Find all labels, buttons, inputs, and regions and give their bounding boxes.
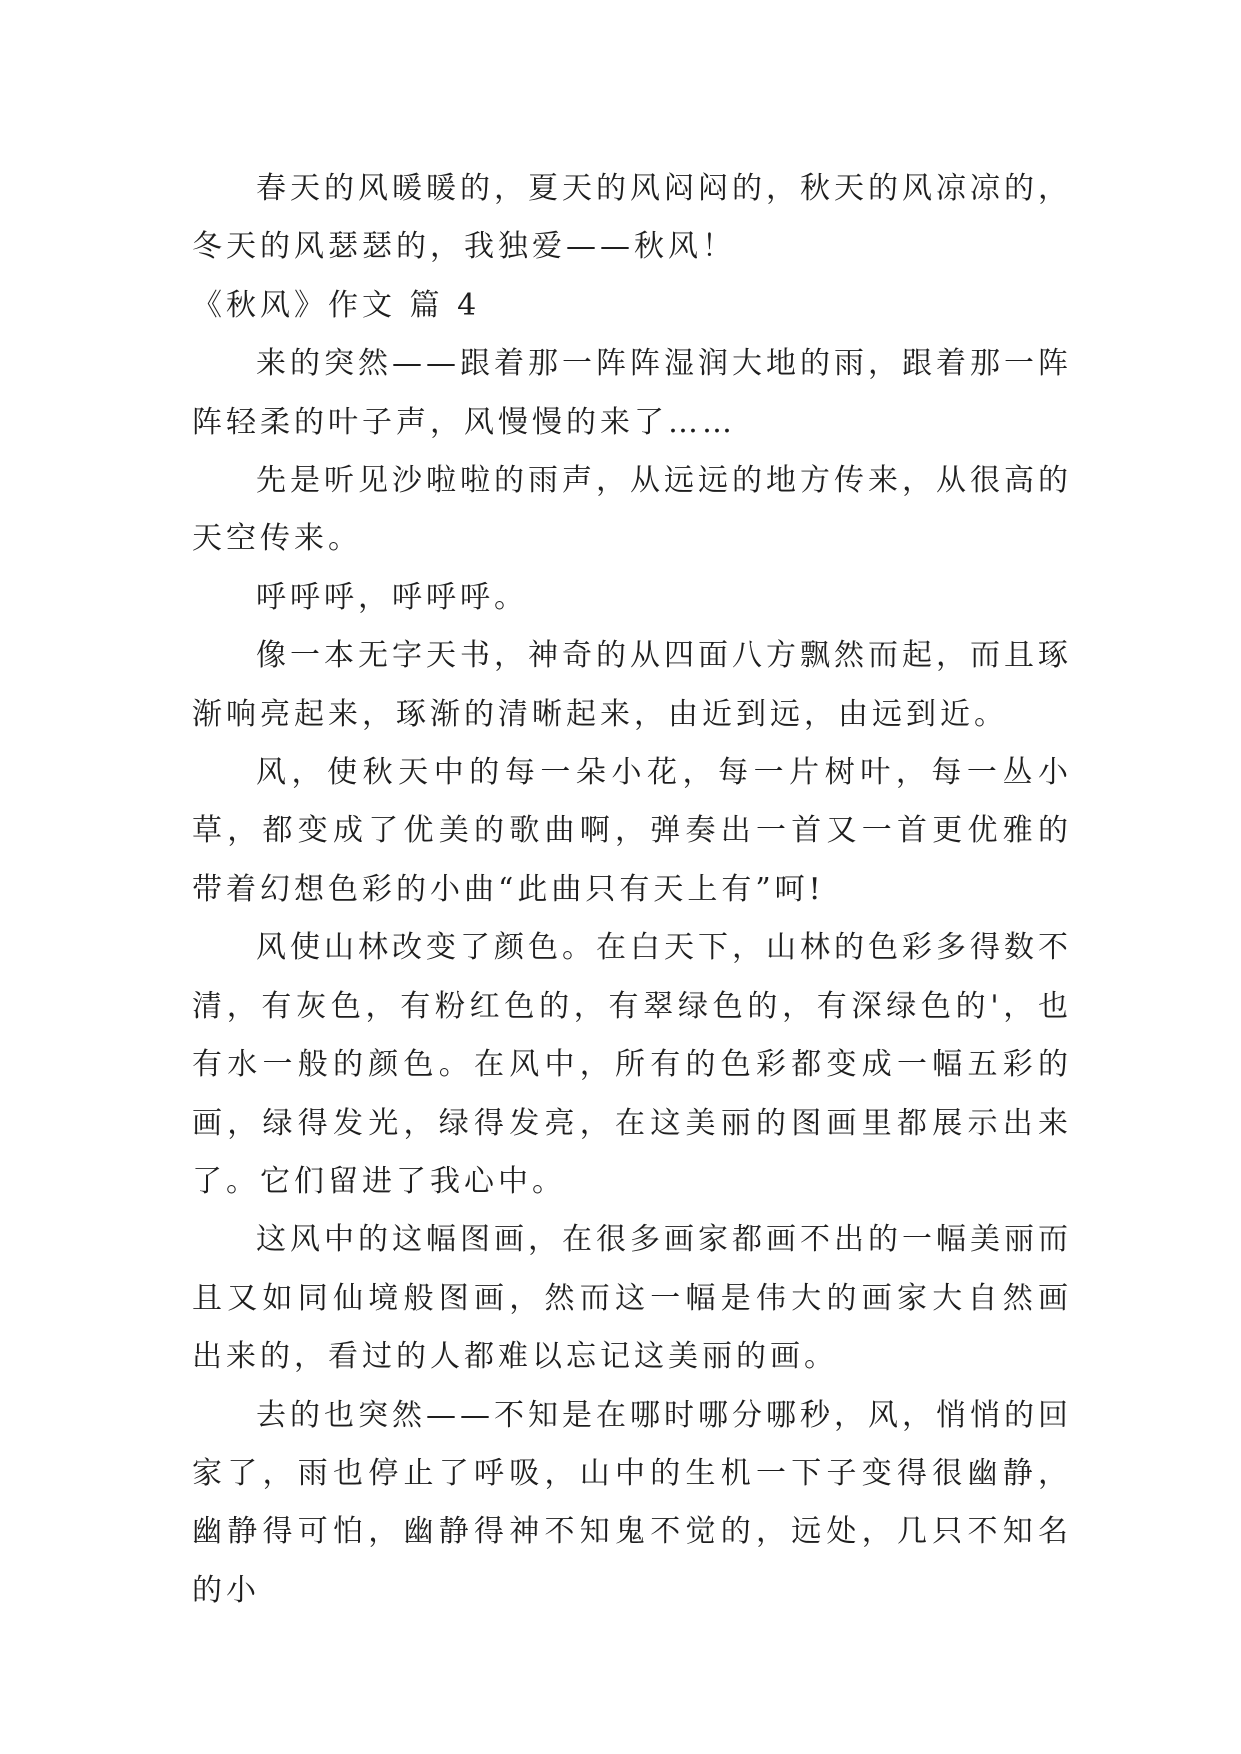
paragraph-6: 风，使秋天中的每一朵小花，每一片树叶，每一丛小草，都变成了优美的歌曲啊，弹奏出一首又一首更优雅的带着幻想色彩的小曲“此曲只有天上有”呵! <box>192 755 1072 907</box>
paragraph-7: 风使山林改变了颜色。在白天下，山林的色彩多得数不清，有灰色，有粉红色的，有翠绿色的，有深绿色的'，也有水一般的颜色。在风中，所有的色彩都变成一幅五彩的画，绿得发光，绿得发亮，在这美丽的图画里都展示出来了。它们留进了我心中。 <box>192 930 1072 1199</box>
document-body <box>192 160 1072 1620</box>
paragraph-2: 来的突然——跟着那一阵阵湿润大地的雨，跟着那一阵阵轻柔的叶子声，风慢慢的来了…… <box>192 346 1072 440</box>
paragraph-9: 去的也突然——不知是在哪时哪分哪秒，风，悄悄的回家了，雨也停止了呼吸，山中的生机一下子变得很幽静，幽静得可怕，幽静得神不知鬼不觉的，远处，几只不知名的小 <box>192 1397 1072 1608</box>
paragraph-1: 春天的风暖暖的，夏天的风闷闷的，秋天的风凉凉的，冬天的风瑟瑟的，我独爱——秋风！ <box>192 171 1072 265</box>
paragraph-5: 像一本无字天书，神奇的从四面八方飘然而起，而且琢渐响亮起来，琢渐的清晰起来，由近到远，由远到近。 <box>192 638 1072 732</box>
paragraph-8: 这风中的这幅图画，在很多画家都画不出的一幅美丽而且又如同仙境般图画，然而这一幅是伟大的画家大自然画出来的，看过的人都难以忘记这美丽的画。 <box>192 1222 1072 1375</box>
paragraph-4: 呼呼呼，呼呼呼。 <box>256 579 528 615</box>
paragraph-3: 先是听见沙啦啦的雨声，从远远的地方传来，从很高的天空传来。 <box>192 463 1072 557</box>
section-heading: 《秋风》作文 篇 4 <box>192 287 481 323</box>
